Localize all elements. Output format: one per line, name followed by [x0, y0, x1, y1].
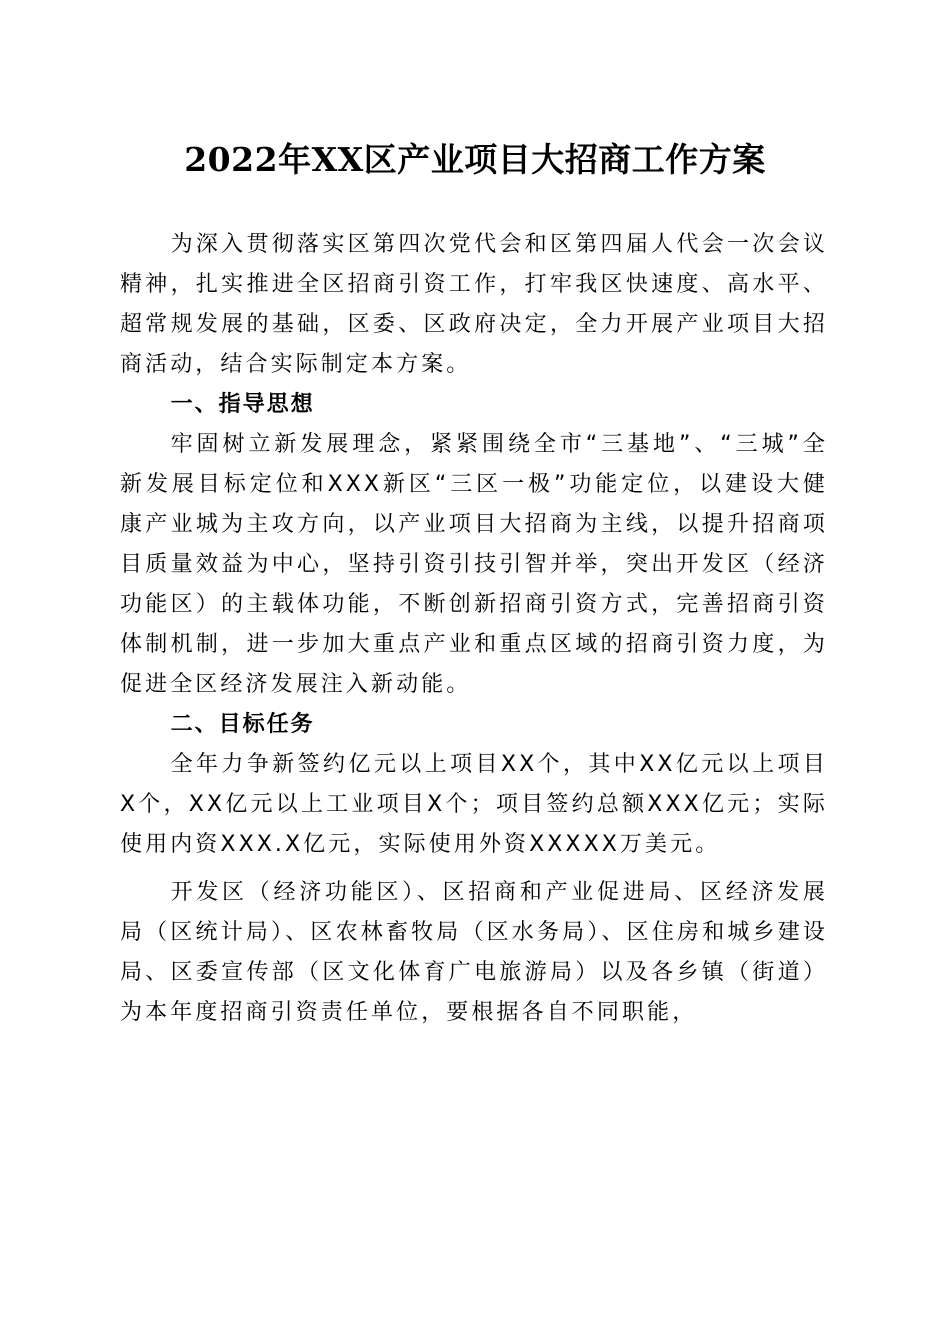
- document-title: 2022年XX区产业项目大招商工作方案: [184, 140, 766, 179]
- document-body: [120, 225, 828, 1033]
- section-heading-goals-tasks: 二、目标任务: [170, 712, 315, 737]
- goals-tasks-paragraph: 全年力争新签约亿元以上项目XX个，其中XX亿元以上项目X个，XX亿元以上工业项目X个；项目签约总额XXX亿元；实际使用内资XXX.X亿元，实际使用外资XXXXX万美元。: [120, 752, 828, 857]
- guiding-ideology-paragraph: 牢固树立新发展理念，紧紧围绕全市“三基地”、“三城”全新发展目标定位和XXX新区“三区一极”功能定位，以建设大健康产业城为主攻方向，以产业项目大招商为主线，以提升招商项目质量效益为中心，坚持引资引技引智并举，突出开发区（经济功能区）的主载体功能，不断创新招商引资方式，完善招商引资体制机制，进一步加大重点产业和重点区域的招商引资力度，为促进全区经济发展注入新动能。: [120, 432, 828, 697]
- intro-paragraph: 为深入贯彻落实区第四次党代会和区第四届人代会一次会议精神，扎实推进全区招商引资工作，打牢我区快速度、高水平、超常规发展的基础，区委、区政府决定，全力开展产业项目大招商活动，结合实际制定本方案。: [120, 232, 828, 377]
- section-heading-guiding-ideology: 一、指导思想: [170, 392, 315, 417]
- responsible-units-paragraph: 开发区（经济功能区）、区招商和产业促进局、区经济发展局（区统计局）、区农林畜牧局（区水务局）、区住房和城乡建设局、区委宣传部（区文化体育广电旅游局）以及各乡镇（街道）为本年度招商引资责任单位，要根据各自不同职能，: [120, 880, 828, 1025]
